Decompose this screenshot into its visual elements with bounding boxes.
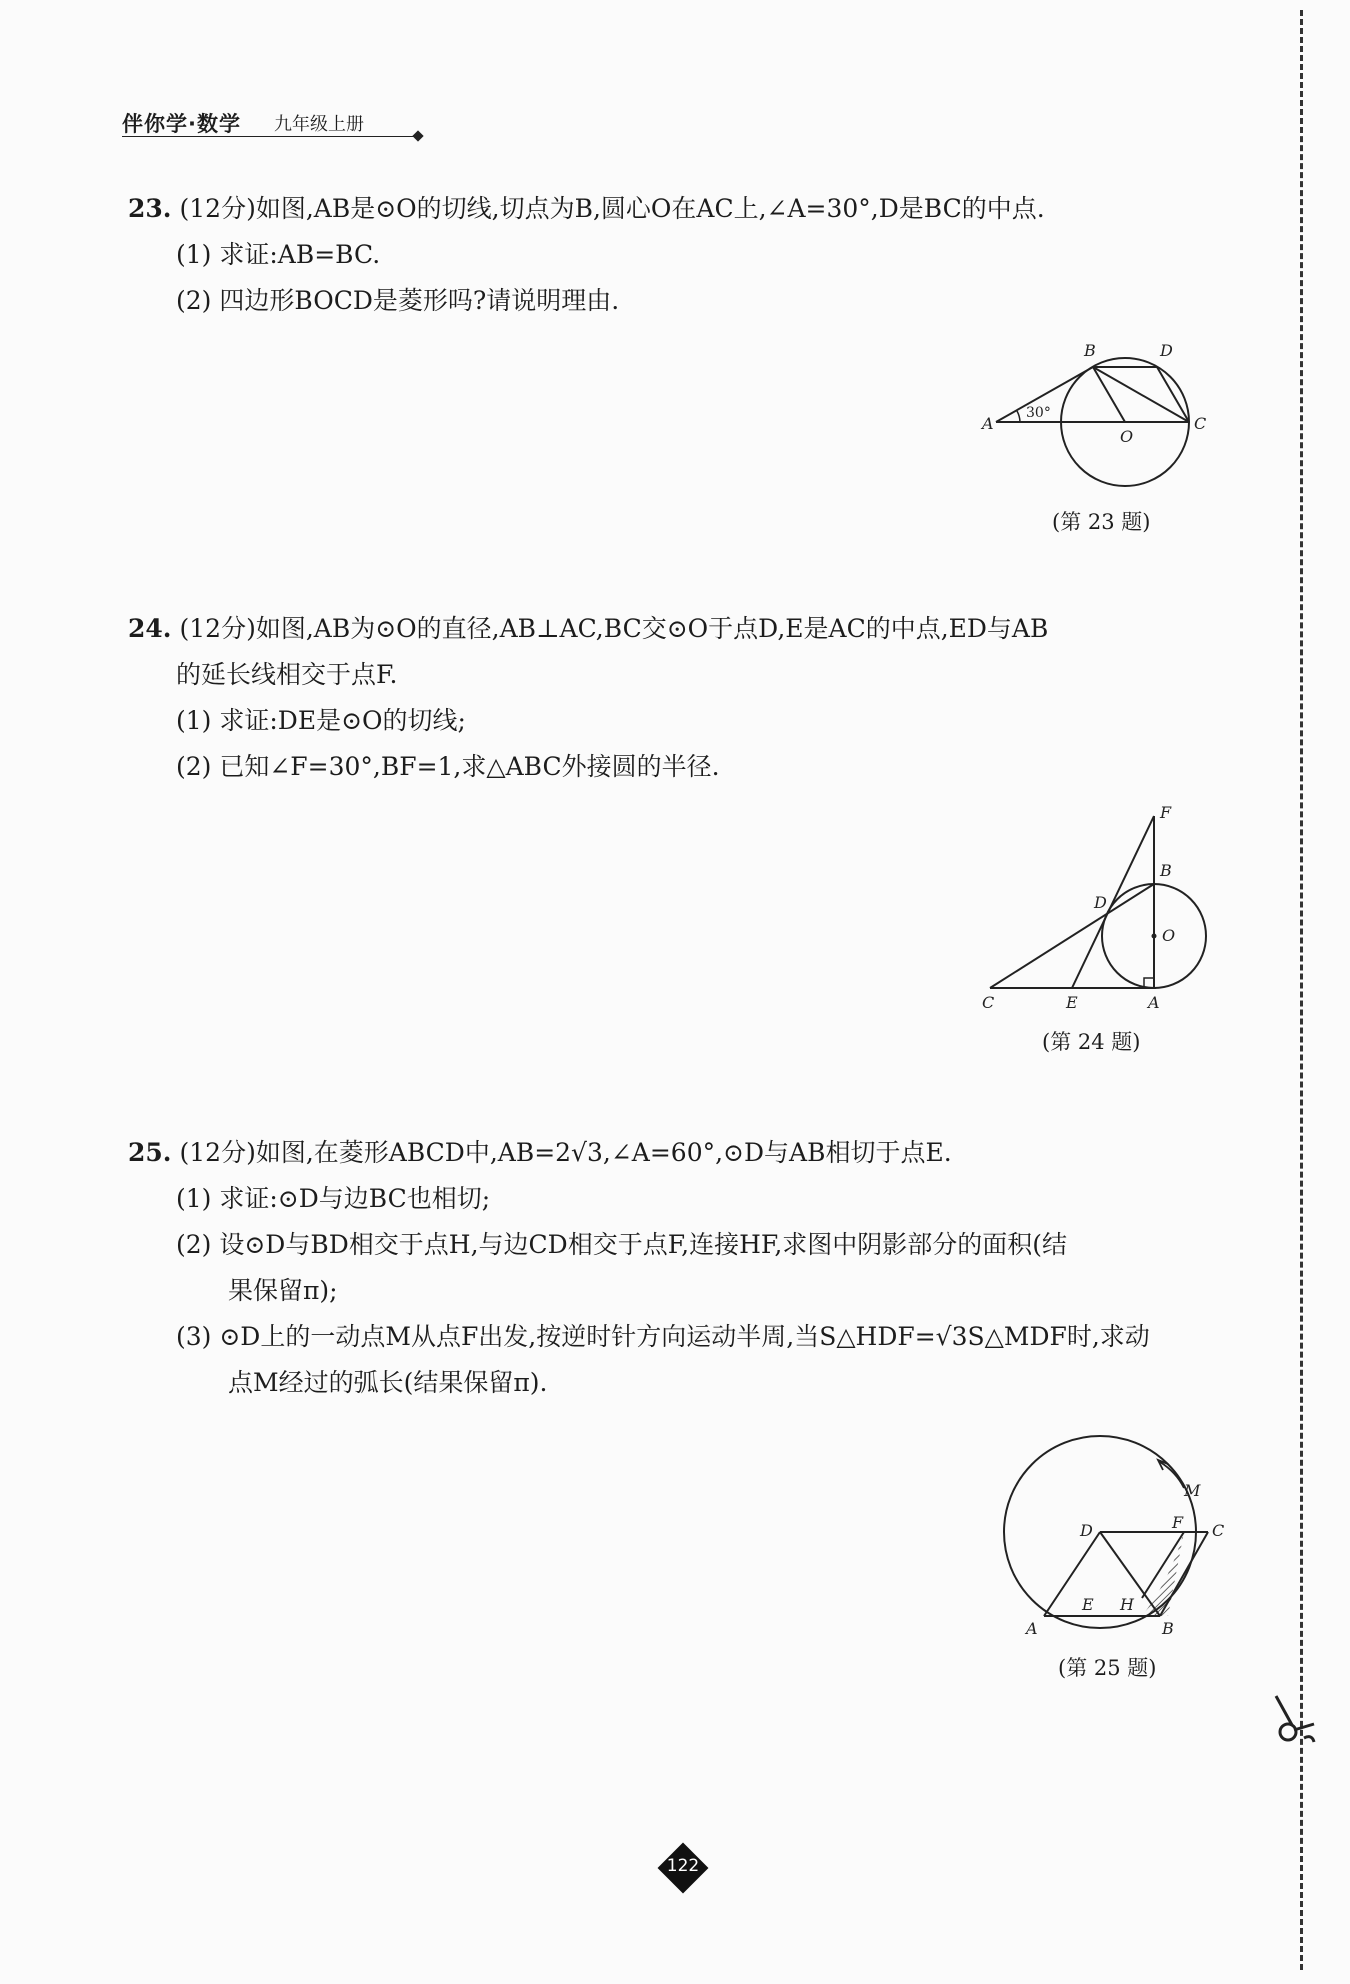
figure-label: C: [982, 993, 995, 1012]
figure-label: C: [1194, 414, 1207, 433]
figure-label: O: [1162, 926, 1176, 945]
question-part-2: (2) 四边形BOCD是菱形吗?请说明理由.: [176, 286, 620, 315]
book-grade: 九年级上册: [274, 114, 364, 135]
figure-label: F: [1160, 804, 1172, 822]
figure-label: B: [1084, 341, 1096, 360]
figure-label: M: [1184, 1481, 1201, 1500]
question-24: [128, 606, 1248, 790]
figure-label: F: [1172, 1513, 1184, 1532]
question-23: [128, 186, 1248, 324]
question-part-3: (3) ⊙D上的一动点M从点F出发,按逆时针方向运动半周,当S△HDF=√3S△MDF时,求动: [176, 1322, 1150, 1351]
header-rule: [122, 136, 418, 137]
page-number: 122: [666, 1856, 700, 1876]
figure-25: [1000, 1430, 1240, 1644]
question-stem: (12分)如图,AB为⊙O的直径,AB⊥AC,BC交⊙O于点D,E是AC的中点,ED与AB: [179, 614, 1049, 643]
figure-label: A: [1026, 1619, 1038, 1638]
figure-label: D: [1094, 893, 1107, 912]
figure-caption: (第 25 题): [1058, 1656, 1157, 1680]
question-part-1: (1) 求证:⊙D与边BC也相切;: [176, 1184, 491, 1213]
question-number: 23.: [128, 194, 172, 223]
figure-label: D: [1080, 1521, 1093, 1540]
figure-label: E: [1066, 993, 1078, 1012]
figure-label: A: [982, 414, 994, 433]
cut-line: [1300, 10, 1303, 1970]
figure-label: B: [1162, 1619, 1174, 1638]
book-brand: 伴你学·数学: [122, 112, 241, 136]
question-stem-continued: 的延长线相交于点F.: [176, 660, 398, 689]
scissors-icon: [1270, 1690, 1320, 1750]
figure-label: E: [1082, 1595, 1094, 1614]
page-header: [122, 106, 424, 138]
figure-label: C: [1212, 1521, 1225, 1540]
question-stem: (12分)如图,AB是⊙O的切线,切点为B,圆心O在AC上,∠A=30°,D是BC的中点.: [179, 194, 1045, 223]
figure-label: H: [1120, 1595, 1134, 1614]
figure-24: [978, 804, 1218, 1018]
figure-caption: (第 24 题): [1042, 1030, 1141, 1054]
figure-label: D: [1160, 341, 1173, 360]
figure-23: [980, 334, 1220, 498]
question-part-2: (2) 已知∠F=30°,BF=1,求△ABC外接圆的半径.: [176, 752, 720, 781]
figure-label: 30°: [1026, 405, 1051, 421]
figure-caption: (第 23 题): [1052, 510, 1151, 534]
question-stem: (12分)如图,在菱形ABCD中,AB=2√3,∠A=60°,⊙D与AB相切于点E.: [179, 1138, 952, 1167]
question-part-3-continued: 点M经过的弧长(结果保留π).: [228, 1368, 548, 1397]
question-part-1: (1) 求证:AB=BC.: [176, 240, 381, 269]
figure-label: O: [1120, 427, 1134, 446]
figure-label: B: [1160, 861, 1172, 880]
question-part-2: (2) 设⊙D与BD相交于点H,与边CD相交于点F,连接HF,求图中阴影部分的面积(结: [176, 1230, 1068, 1259]
question-25: [128, 1130, 1248, 1406]
question-part-1: (1) 求证:DE是⊙O的切线;: [176, 706, 466, 735]
header-diamond-icon: [412, 130, 423, 141]
question-number: 24.: [128, 614, 172, 643]
question-part-2-continued: 果保留π);: [228, 1276, 338, 1305]
page-number-badge: [657, 1842, 709, 1894]
figure-label: A: [1148, 993, 1160, 1012]
question-number: 25.: [128, 1138, 172, 1167]
